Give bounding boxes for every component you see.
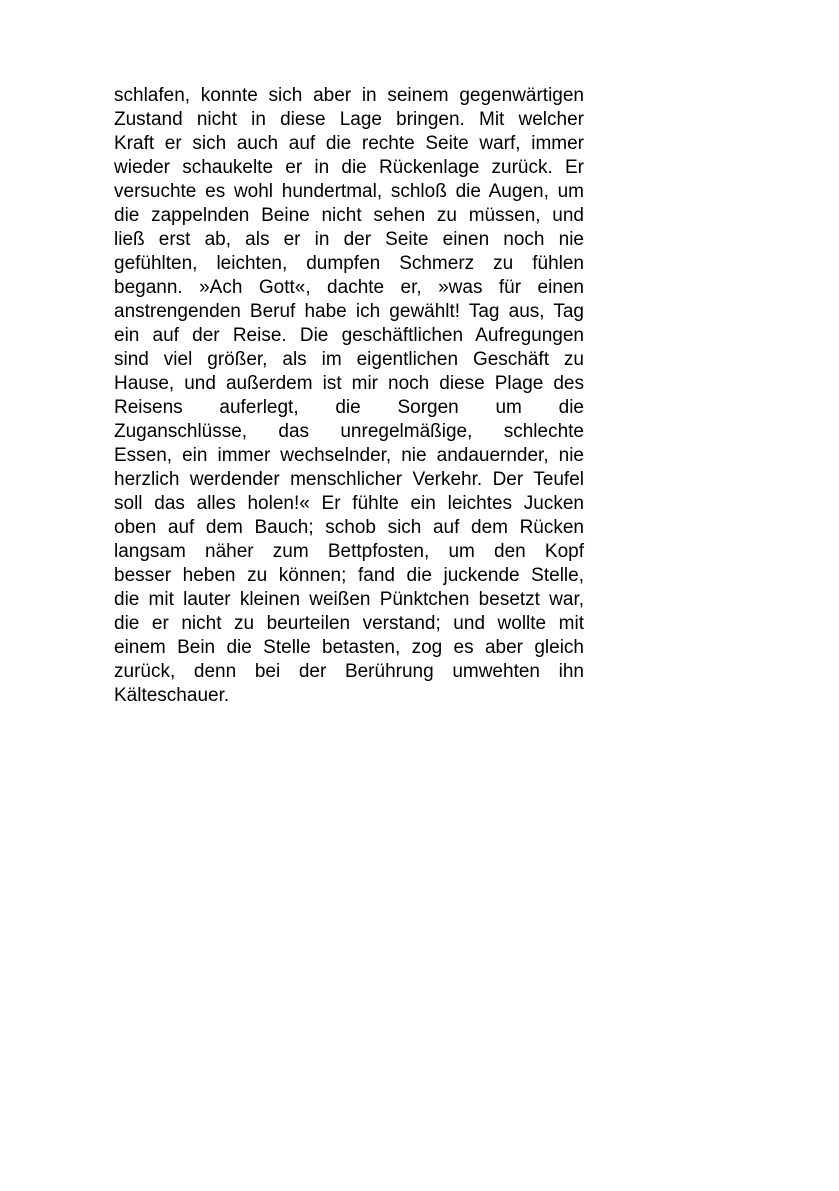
text-line: Zustand nicht in diese Lage bringen. Mit welcher <box>114 109 584 130</box>
text-line: die zappelnden Beine nicht sehen zu müssen, und <box>114 205 584 226</box>
text-line: Reisens auferlegt, die Sorgen um die <box>114 397 584 418</box>
text-line: Hause, und außerdem ist mir noch diese Plage des <box>114 373 584 394</box>
text-line: gefühlten, leichten, dumpfen Schmerz zu fühlen <box>114 253 584 274</box>
text-line: sind viel größer, als im eigentlichen Geschäft zu <box>114 349 584 370</box>
text-line: herzlich werdender menschlicher Verkehr. Der Teufel <box>114 469 584 490</box>
text-line: ließ erst ab, als er in der Seite einen noch nie <box>114 229 584 250</box>
text-line: die mit lauter kleinen weißen Pünktchen besetzt war, <box>114 589 584 610</box>
text-line: einem Bein die Stelle betasten, zog es aber gleich <box>114 637 584 658</box>
text-line: ein auf der Reise. Die geschäftlichen Aufregungen <box>114 325 584 346</box>
text-line: besser heben zu können; fand die juckende Stelle, <box>114 565 584 586</box>
text-line: zurück, denn bei der Berührung umwehten ihn <box>114 661 584 682</box>
text-line: Essen, ein immer wechselnder, nie andauernder, nie <box>114 445 584 466</box>
text-line: oben auf dem Bauch; schob sich auf dem Rücken <box>114 517 584 538</box>
text-line: versuchte es wohl hundertmal, schloß die Augen, um <box>114 181 584 202</box>
text-line: Kraft er sich auch auf die rechte Seite warf, immer <box>114 133 584 154</box>
text-line: soll das alles holen!« Er fühlte ein leichtes Jucken <box>114 493 584 514</box>
text-line: Zuganschlüsse, das unregelmäßige, schlechte <box>114 421 584 442</box>
text-line-last: Kälteschauer. <box>114 685 230 706</box>
text-line: begann. »Ach Gott«, dachte er, »was für einen <box>114 277 584 298</box>
text-line: langsam näher zum Bettpfosten, um den Kopf <box>114 541 584 562</box>
text-line: anstrengenden Beruf habe ich gewählt! Tag aus, Tag <box>114 301 584 322</box>
body-text <box>114 84 584 708</box>
text-line: schlafen, konnte sich aber in seinem gegenwärtigen <box>114 85 584 106</box>
text-line: die er nicht zu beurteilen verstand; und wollte mit <box>114 613 584 634</box>
text-line: wieder schaukelte er in die Rückenlage zurück. Er <box>114 157 584 178</box>
